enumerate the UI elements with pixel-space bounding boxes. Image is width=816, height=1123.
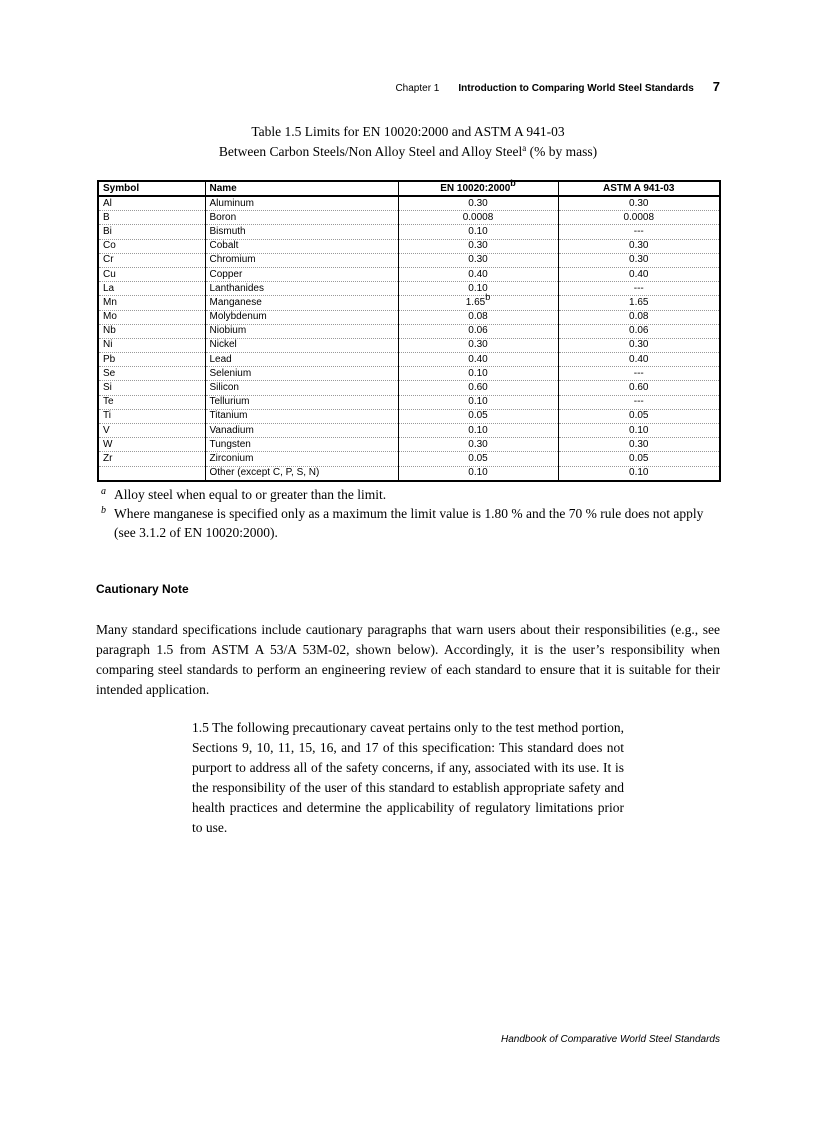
footnote-mark: b <box>101 505 106 516</box>
cell-name: Copper <box>205 267 398 281</box>
cell-en <box>398 239 558 253</box>
cell-astm: 1.65 <box>558 296 720 310</box>
cell-astm: 0.40 <box>558 267 720 281</box>
table-row <box>98 267 720 281</box>
cell-astm: 0.08 <box>558 310 720 324</box>
table-row <box>98 196 720 211</box>
cell-symbol: Cr <box>98 253 205 267</box>
cell-en <box>398 438 558 452</box>
table-row <box>98 466 720 481</box>
cell-astm: 0.05 <box>558 452 720 466</box>
cell-symbol: Al <box>98 196 205 211</box>
cell-name: Boron <box>205 211 398 225</box>
cell-name: Titanium <box>205 409 398 423</box>
cell-en-value: 0.0008 <box>462 211 494 223</box>
cell-astm: 0.30 <box>558 196 720 211</box>
cell-name: Selenium <box>205 367 398 381</box>
cell-en <box>398 211 558 225</box>
table-row <box>98 367 720 381</box>
cell-en-value: 0.10 <box>468 396 488 408</box>
section-heading: Cautionary Note <box>96 582 189 596</box>
column-header-name: Name <box>205 181 398 196</box>
column-header-en-footnote: b <box>510 178 516 188</box>
cell-name: Silicon <box>205 381 398 395</box>
cell-en <box>398 367 558 381</box>
cell-astm: --- <box>558 225 720 239</box>
cell-name: Bismuth <box>205 225 398 239</box>
column-header-en <box>398 178 558 196</box>
cell-en-footnote: b <box>485 291 491 302</box>
column-header-symbol: Symbol <box>98 181 205 196</box>
cell-astm: 0.60 <box>558 381 720 395</box>
cell-en <box>398 253 558 267</box>
cell-symbol: B <box>98 211 205 225</box>
cell-en <box>398 424 558 438</box>
table-caption-line1: Table 1.5 Limits for EN 10020:2000 and ASTM A 941-03 <box>251 124 565 139</box>
cell-astm: 0.05 <box>558 409 720 423</box>
cell-symbol: Mo <box>98 310 205 324</box>
cell-en-value: 0.06 <box>468 325 488 337</box>
cell-astm: 0.30 <box>558 253 720 267</box>
cell-en-value: 0.40 <box>468 353 488 365</box>
cell-symbol: Si <box>98 381 205 395</box>
cell-symbol: Co <box>98 239 205 253</box>
column-header-astm: ASTM A 941-03 <box>558 181 720 196</box>
page-number: 7 <box>712 79 720 94</box>
cell-name: Lanthanides <box>205 282 398 296</box>
cell-en <box>398 452 558 466</box>
footnote-b <box>101 504 721 542</box>
limits-table <box>97 180 721 482</box>
cell-en-value: 0.30 <box>468 240 488 252</box>
column-header-en-label: EN 10020:2000 <box>440 183 511 194</box>
table-row <box>98 225 720 239</box>
footnote-text: Alloy steel when equal to or greater than the limit. <box>114 487 387 502</box>
cell-en <box>398 310 558 324</box>
cell-en-value: 0.30 <box>468 197 488 209</box>
cell-en-value: 0.10 <box>468 467 488 479</box>
table-row <box>98 211 720 225</box>
cell-symbol: Pb <box>98 353 205 367</box>
cell-en <box>398 282 558 296</box>
cell-en <box>398 466 558 481</box>
cell-name: Tellurium <box>205 395 398 409</box>
cell-astm: 0.30 <box>558 338 720 352</box>
cell-en <box>398 324 558 338</box>
table-row <box>98 338 720 352</box>
chapter-title: Introduction to Comparing World Steel Standards <box>458 83 694 94</box>
cell-symbol: Se <box>98 367 205 381</box>
table-body <box>98 196 720 481</box>
footnote-mark: a <box>101 486 106 497</box>
cell-astm: 0.06 <box>558 324 720 338</box>
cell-symbol: Nb <box>98 324 205 338</box>
cell-name: Nickel <box>205 338 398 352</box>
table-row <box>98 296 720 310</box>
running-header <box>395 79 720 94</box>
cell-astm: 0.10 <box>558 424 720 438</box>
cell-astm: 0.40 <box>558 353 720 367</box>
table-caption-line2 <box>96 142 720 162</box>
cell-en-value: 0.30 <box>468 339 488 351</box>
cell-en-value: 0.10 <box>468 282 488 294</box>
cell-name: Tungsten <box>205 438 398 452</box>
cell-astm: --- <box>558 395 720 409</box>
footnote-a <box>101 485 721 504</box>
cell-en-value: 0.05 <box>468 410 488 422</box>
table-row <box>98 381 720 395</box>
cell-symbol: V <box>98 424 205 438</box>
cell-en-value: 0.60 <box>468 382 488 394</box>
cell-symbol: Te <box>98 395 205 409</box>
cell-symbol: Cu <box>98 267 205 281</box>
cell-en <box>398 353 558 367</box>
cell-symbol: Ni <box>98 338 205 352</box>
cell-name: Molybdenum <box>205 310 398 324</box>
cell-en-value: 0.05 <box>468 452 488 464</box>
table-row <box>98 438 720 452</box>
cell-en <box>398 381 558 395</box>
cell-name: Vanadium <box>205 424 398 438</box>
table-row <box>98 310 720 324</box>
cell-en-value: 0.30 <box>468 254 488 266</box>
cell-en-value: 0.10 <box>468 225 488 237</box>
cell-symbol: La <box>98 282 205 296</box>
cell-astm: 0.10 <box>558 466 720 481</box>
table-row <box>98 409 720 423</box>
cell-symbol <box>98 466 205 481</box>
body-paragraph: Many standard specifications include cautionary paragraphs that warn users about their responsibilities (e.g., see paragraph 1.5 from ASTM A 53/A 53M-02, shown below). Accordingly, it is the user’s responsibility when comparing steel standards to perform an engineering review of each standard to ensure that it is suitable for their intended application. <box>96 622 720 697</box>
cell-name: Lead <box>205 353 398 367</box>
cell-en <box>398 291 558 310</box>
table-row <box>98 424 720 438</box>
cell-en-value: 1.65 <box>465 296 486 308</box>
cell-en-value: 0.40 <box>468 268 488 280</box>
table-header-row <box>98 181 720 196</box>
cell-astm: 0.30 <box>558 438 720 452</box>
cell-name: Chromium <box>205 253 398 267</box>
cell-astm: 0.0008 <box>558 211 720 225</box>
table-row <box>98 324 720 338</box>
quoted-caveat: 1.5 The following precautionary caveat pertains only to the test method portion, Sections 9, 10, 11, 15, 16, and 17 of this specification: This standard does not purport to address all of the safety concerns, if any, associated with its use. It is the responsibility of the user of this standard to establish appropriate safety and health practices and determine the applicability of regulatory limitations prior to use. <box>192 720 624 835</box>
cell-name: Manganese <box>205 296 398 310</box>
cell-en-value: 0.10 <box>468 424 488 436</box>
caption-footnote-mark: a <box>522 143 527 153</box>
cell-name: Aluminum <box>205 196 398 211</box>
caption-unit: (% by mass) <box>526 144 598 159</box>
cell-symbol: Bi <box>98 225 205 239</box>
cell-en <box>398 196 558 211</box>
cell-astm: --- <box>558 367 720 381</box>
cell-astm: 0.30 <box>558 239 720 253</box>
cell-symbol: Ti <box>98 409 205 423</box>
chapter-label: Chapter 1 <box>395 83 440 94</box>
footnotes <box>101 485 721 542</box>
cell-symbol: Mn <box>98 296 205 310</box>
table-row <box>98 395 720 409</box>
cell-en-value: 0.08 <box>468 311 488 323</box>
cell-symbol: W <box>98 438 205 452</box>
caption-text: Between Carbon Steels/Non Alloy Steel and Alloy Steel <box>218 144 523 159</box>
cell-name: Niobium <box>205 324 398 338</box>
cell-astm: --- <box>558 282 720 296</box>
table-row <box>98 253 720 267</box>
footnote-text: Where manganese is specified only as a maximum the limit value is 1.80 % and the 70 % rule does not apply (see 3.1.2 of EN 10020:2000). <box>114 506 704 540</box>
cell-en <box>398 338 558 352</box>
cell-en <box>398 225 558 239</box>
table-caption <box>96 122 720 162</box>
cell-name: Other (except C, P, S, N) <box>205 466 398 481</box>
table-row <box>98 452 720 466</box>
cell-name: Zirconium <box>205 452 398 466</box>
table-row <box>98 239 720 253</box>
cell-en <box>398 267 558 281</box>
table-row <box>98 282 720 296</box>
table-row <box>98 353 720 367</box>
cell-en-value: 0.10 <box>468 367 488 379</box>
running-footer: Handbook of Comparative World Steel Standards <box>500 1034 720 1045</box>
cell-name: Cobalt <box>205 239 398 253</box>
cell-en <box>398 395 558 409</box>
cell-symbol: Zr <box>98 452 205 466</box>
cell-en-value: 0.30 <box>468 438 488 450</box>
cell-en <box>398 409 558 423</box>
